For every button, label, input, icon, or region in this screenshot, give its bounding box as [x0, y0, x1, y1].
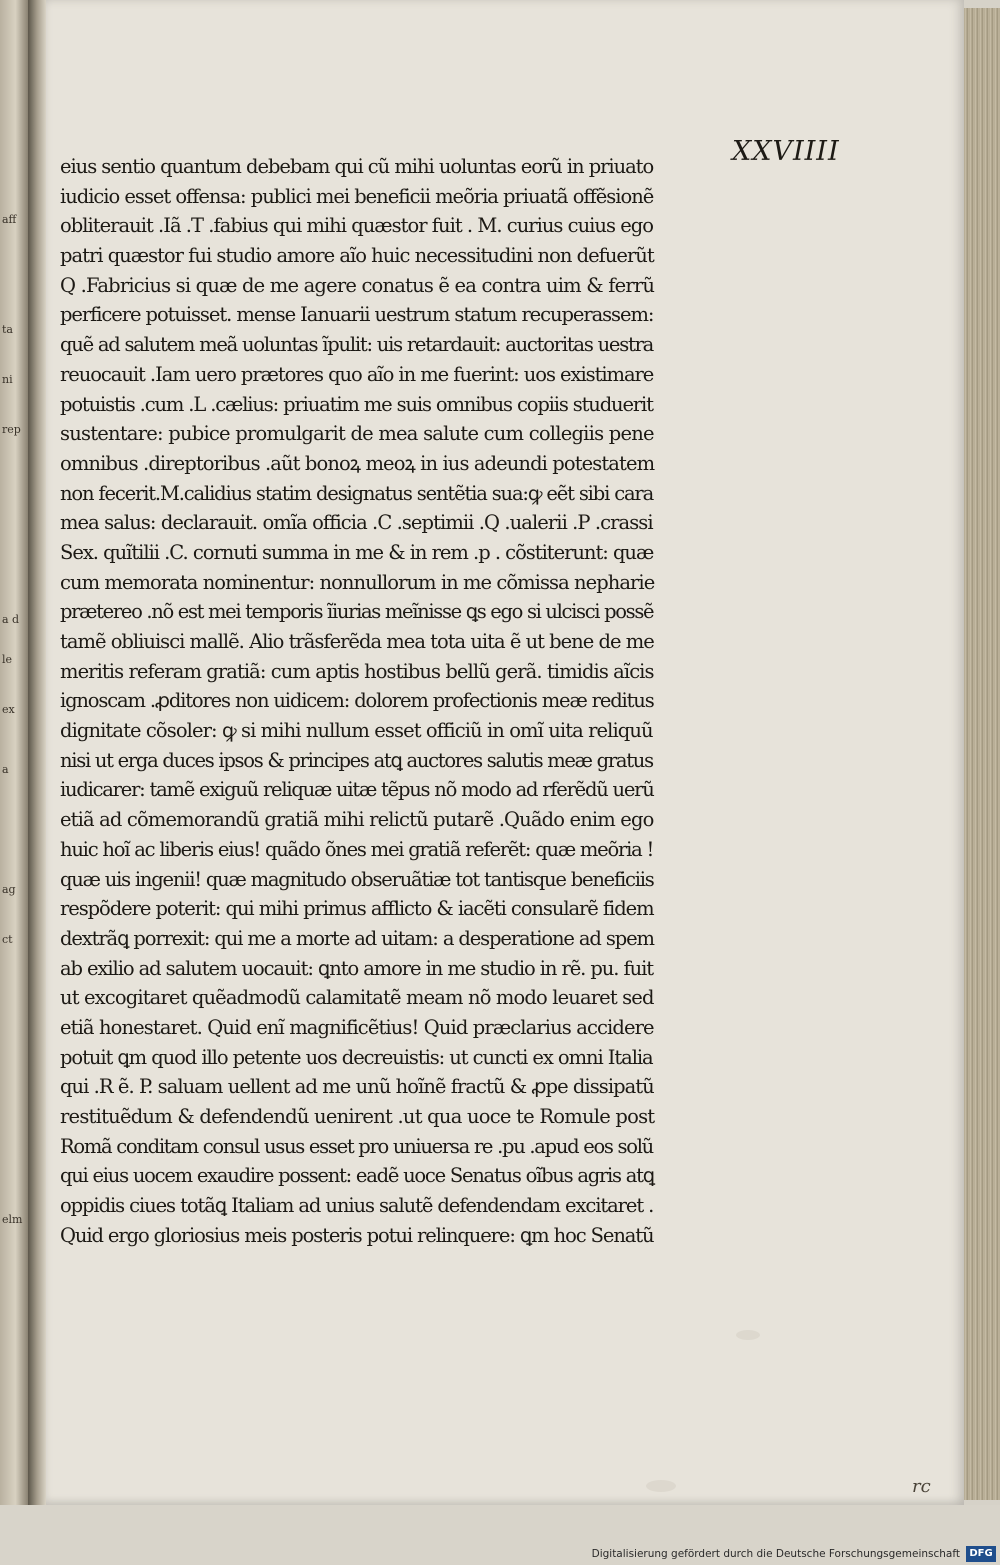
adjacent-page-text: elm [2, 1213, 23, 1226]
text-line: tamẽ obliuisci mallẽ. Alio trãsferẽda mea tota uita ẽ ut bene de me [60, 630, 654, 653]
text-line: prætereo .nõ est mei temporis ĩiurias meĩnisse ꝗs ego si ulcisci possẽ [60, 600, 654, 624]
text-line: quẽ ad salutem meã uoluntas ĩpulit: uis retardauit: auctoritas uestra [60, 333, 654, 357]
text-line: obliterauit .Iã .T .fabius qui mihi quæstor fuit . M. curius cuius ego [60, 214, 654, 238]
marginal-note: rc [912, 1476, 931, 1497]
adjacent-page-text: le [2, 653, 13, 666]
text-line: cum memorata nominentur: nonnullorum in me cõmissa nepharie [60, 570, 655, 594]
adjacent-page-text: ta [2, 323, 13, 336]
text-line: respõdere poterit: qui mihi primus afflicto & iacẽti consularẽ fidem [60, 897, 654, 921]
adjacent-page-edge [0, 0, 28, 1505]
funding-credit: Digitalisierung gefördert durch die Deutsche Forschungsgemeinschaft [591, 1548, 960, 1560]
text-line: etiã ad cõmemorandũ gratiã mihi relictũ putarẽ .Quãdo enim ego [60, 808, 654, 832]
text-line: ut excogitaret quẽadmodũ calamitatẽ meam nõ modo leuaret sed [60, 986, 654, 1010]
adjacent-page-text: a [2, 763, 9, 776]
adjacent-page-text: ex [2, 703, 15, 716]
text-line: potuit ꝗm quod illo petente uos decreuistis: ut cuncti ex omni Italia [60, 1045, 653, 1069]
text-line: potuistis .cum .L .cælius: priuatim me suis omnibus copiis studuerit [60, 392, 653, 416]
text-line: reuocauit .Iam uero prætores quo aĩo in me fuerint: uos existimare [60, 362, 654, 386]
text-line: meritis referam gratiã: cum aptis hostibus bellũ gerã. timidis aĩcis [60, 659, 654, 683]
text-line: qui eius uocem exaudire possent: eadẽ uoce Senatus oĩbus agris atꝗ [60, 1164, 654, 1188]
dfg-logo: DFG [966, 1546, 996, 1562]
adjacent-page-text: ni [2, 373, 13, 386]
page-block-edge [964, 8, 1000, 1500]
book-gutter [28, 0, 46, 1505]
text-line: patri quæstor fui studio amore aĩo huic necessitudini non defuerũt [60, 244, 654, 268]
footer-bar [0, 1505, 1000, 1565]
text-line: mea salus: declarauit. omĩa officia .C .septimii .Q .ualerii .P .crassi [60, 511, 653, 535]
text-line: Romã conditam consul usus esset pro uniuersa re .pu .apud eos solũ [60, 1134, 653, 1158]
text-line: iudicarer: tamẽ exiguũ reliquæ uitæ tẽpus nõ modo ad rferẽdũ uerũ [60, 778, 654, 802]
text-line: etiã honestaret. Quid enĩ magnificẽtius! Quid præclarius accidere [60, 1015, 654, 1039]
paper-stain [646, 1480, 676, 1492]
text-line: omnibus .direptoribus .aũt bonoꝝ meoꝝ in ius adeundi potestatem [60, 451, 655, 475]
text-line: oppidis ciues totãꝗ Italiam ad unius salutẽ defendendam excitaret . [60, 1194, 654, 1218]
adjacent-page-text: ct [2, 933, 13, 946]
text-line: huic hoĩ ac liberis eius! quãdo õnes mei gratiã referẽt: quæ meõria ! [60, 837, 654, 861]
text-line: eius sentio quantum debebam qui cũ mihi uoluntas eorũ in priuato [60, 155, 654, 178]
text-line: Q .Fabricius si quæ de me agere conatus ẽ ea contra uim & ferrũ [60, 273, 655, 297]
text-line: ab exilio ad salutem uocauit: ꝗnto amore in me studio in rẽ. pu. fuit [60, 956, 653, 980]
adjacent-page-text: ag [2, 883, 16, 896]
text-line: restituẽdum & defendendũ uenirent .ut qua uoce te Romule post [60, 1105, 655, 1128]
text-line: dextrãꝗ porrexit: qui me a morte ad uitam: a desperatione ad spem [60, 926, 654, 950]
paper-stain [736, 1330, 760, 1340]
adjacent-page-text: aff [2, 213, 17, 226]
text-line: iudicio esset offensa: publici mei beneficii meõria priuatã offẽsionẽ [60, 184, 654, 208]
text-line: nisi ut erga duces ipsos & principes atꝗ auctores salutis meæ gratus [60, 748, 653, 772]
text-line: non fecerit.M.calidius statim designatus sentẽtia sua:ꝙ eẽt sibi cara [60, 481, 654, 505]
text-line: Sex. quĩtilii .C. cornuti summa in me & in rem .p . cõstiterunt: quæ [60, 540, 654, 564]
adjacent-page-text: a d [2, 613, 20, 626]
text-line: dignitate cõsoler: ꝙ si mihi nullum esset officiũ in omĩ uita reliquũ [60, 719, 653, 743]
text-line: Quid ergo gloriosius meis posteris potui relinquere: ꝗm hoc Senatũ [60, 1223, 654, 1247]
text-line: quæ uis ingenii! quæ magnitudo obseruãtiæ tot tantisque beneficiis [60, 867, 654, 891]
adjacent-page-text: rep [2, 423, 21, 436]
text-line: sustentare: pubice promulgarit de mea salute cum collegiis pene [60, 422, 654, 446]
body-text [60, 152, 660, 1250]
text-line: ignoscam .ꝓditores non uidicem: dolorem profectionis meæ reditus [60, 689, 654, 713]
text-line: perficere potuisset. mense Ianuarii uestrum statum recuperassem: [60, 303, 654, 327]
text-line: qui .R ẽ. P. saluam uellent ad me unũ hoĩnẽ fractũ & ꝓpe dissipatũ [60, 1075, 654, 1099]
folio-number: XXVIIII [732, 136, 840, 167]
